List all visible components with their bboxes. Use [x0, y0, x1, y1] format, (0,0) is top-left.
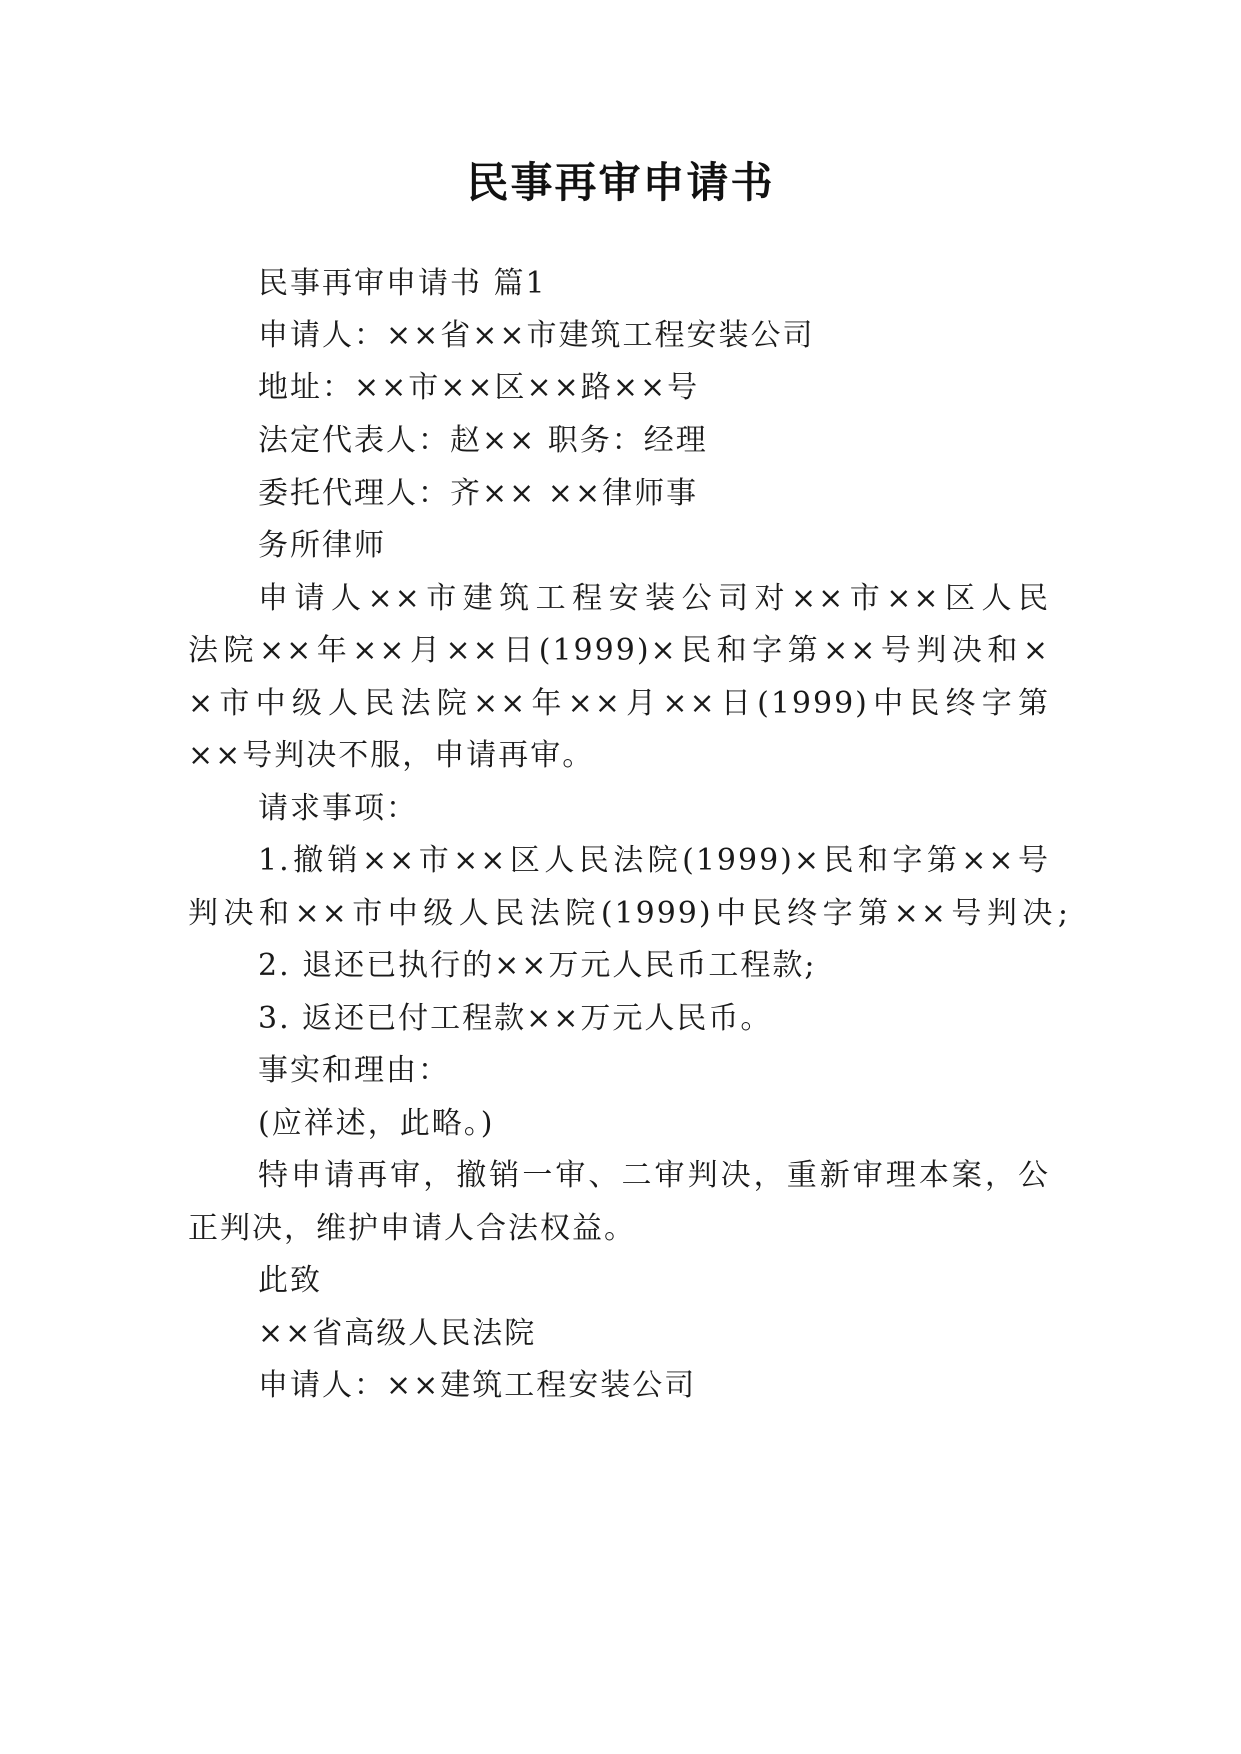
facts-text: (应祥述，此略。)	[258, 1106, 495, 1141]
paragraph-line: ××号判决不服，申请再审。	[188, 738, 595, 773]
facts-heading: 事实和理由：	[258, 1053, 450, 1088]
request-item-continued: 判决和××市中级人民法院(1999)中民终字第××号判决;	[188, 896, 1070, 931]
applicant-line: 申请人：××省××市建筑工程安装公司	[258, 318, 815, 353]
paragraph-line: ×市中级人民法院××年××月××日(1999)中民终字第	[188, 686, 1050, 721]
recipient-court: ××省高级人民法院	[258, 1316, 537, 1351]
salutation: 此致	[258, 1263, 322, 1298]
paragraph-line: 法院××年××月××日(1999)×民和字第××号判决和×	[188, 633, 1050, 668]
document-title: 民事再审申请书	[466, 158, 775, 207]
closing-paragraph-line: 特申请再审，撤销一审、二审判决，重新审理本案，公	[258, 1158, 1050, 1193]
closing-paragraph-line: 正判决，维护申请人合法权益。	[188, 1211, 636, 1246]
section-heading: 民事再审申请书 篇1	[258, 266, 547, 301]
request-item: 2. 退还已执行的××万元人民币工程款;	[258, 948, 817, 983]
agent-line: 委托代理人：齐×× ××律师事	[258, 476, 699, 511]
agent-line-continued: 务所律师	[258, 528, 386, 563]
request-item: 1.撤销××市××区人民法院(1999)×民和字第××号	[258, 843, 1050, 878]
legal-representative-line: 法定代表人：赵×× 职务：经理	[258, 423, 708, 458]
signature-applicant: 申请人：××建筑工程安装公司	[258, 1368, 697, 1403]
request-item: 3. 返还已付工程款××万元人民币。	[258, 1001, 773, 1036]
address-line: 地址：××市××区××路××号	[258, 370, 700, 405]
paragraph-line: 申请人××市建筑工程安装公司对××市××区人民	[258, 581, 1050, 616]
requests-heading: 请求事项：	[258, 791, 418, 826]
